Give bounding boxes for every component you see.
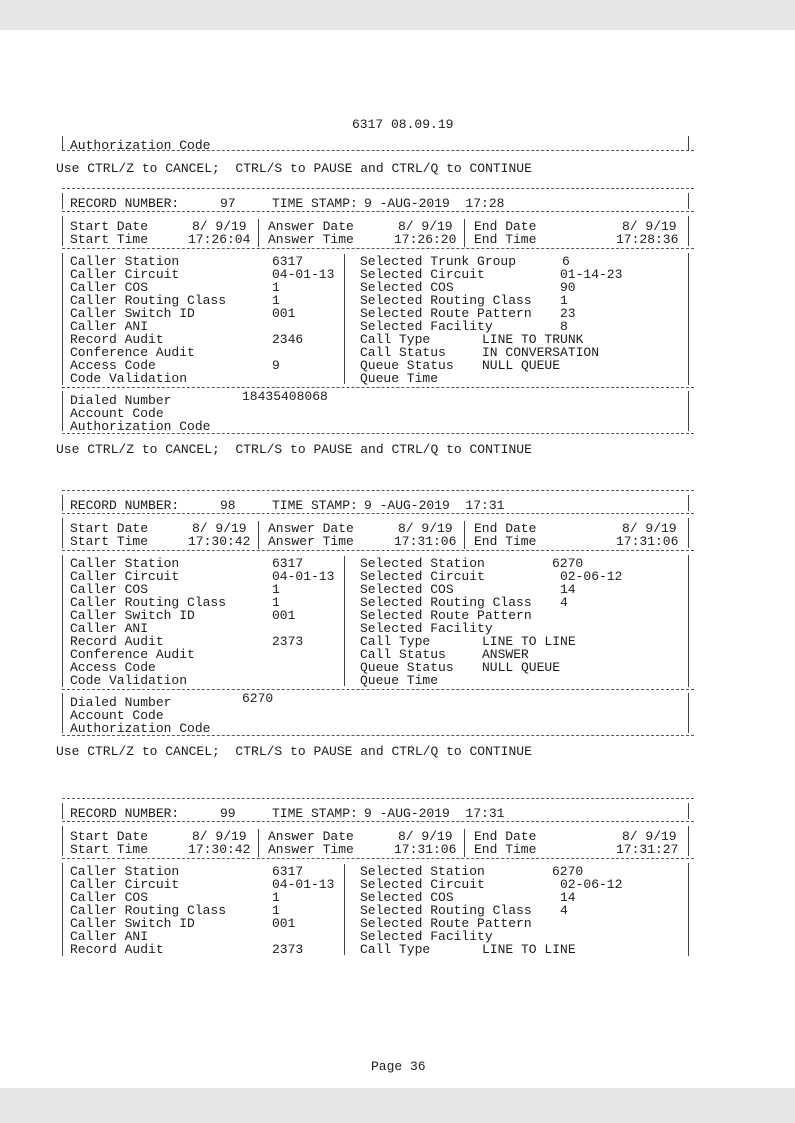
access-code-label: Access Code <box>70 660 156 675</box>
selected-routing-class-label: Selected Routing Class <box>360 595 532 610</box>
vertical-bar <box>62 216 63 246</box>
record-audit-label: Record Audit <box>70 942 164 957</box>
answer-time-label: Answer Time <box>268 534 354 549</box>
selected-first-label: Selected Station <box>360 864 485 879</box>
answer-date-value: 8/ 9/19 <box>398 219 453 234</box>
selected-route-pattern-value: 23 <box>560 306 576 321</box>
dialed-number-value: 18435408068 <box>242 389 328 404</box>
selected-facility-label: Selected Facility <box>360 319 493 334</box>
vertical-bar <box>688 136 689 150</box>
vertical-bar <box>344 864 345 955</box>
caller-switch-id-value: 001 <box>272 306 296 321</box>
record-number-value: 99 <box>220 806 236 821</box>
dashed-separator <box>62 550 694 551</box>
selected-facility-label: Selected Facility <box>360 929 493 944</box>
answer-date-value: 8/ 9/19 <box>398 521 453 536</box>
start-time-label: Start Time <box>70 232 149 247</box>
account-code-label: Account Code <box>70 708 164 723</box>
caller-routing-class-value: 1 <box>272 595 280 610</box>
selected-cos-label: Selected COS <box>360 582 454 597</box>
selected-first-value: 6 <box>562 254 570 269</box>
vertical-bar <box>688 391 689 431</box>
dashed-separator <box>62 513 694 514</box>
answer-time-label: Answer Time <box>268 232 354 247</box>
caller-routing-class-label: Caller Routing Class <box>70 903 227 918</box>
end-date-label: End Date <box>474 521 537 536</box>
dashed-separator <box>62 248 694 249</box>
dialed-number-label: Dialed Number <box>70 393 172 408</box>
start-date-value: 8/ 9/19 <box>192 521 247 536</box>
vertical-bar <box>688 826 689 856</box>
caller-switch-id-label: Caller Switch ID <box>70 306 195 321</box>
call-type-value: LINE TO LINE <box>482 942 576 957</box>
selected-circuit-label: Selected Circuit <box>360 569 485 584</box>
caller-switch-id-value: 001 <box>272 916 296 931</box>
start-date-value: 8/ 9/19 <box>192 219 247 234</box>
caller-cos-value: 1 <box>272 582 280 597</box>
vertical-bar <box>62 826 63 856</box>
code-validation-label: Code Validation <box>70 371 188 386</box>
selected-circuit-value: 02-06-12 <box>560 877 623 892</box>
caller-circuit-label: Caller Circuit <box>70 569 180 584</box>
call-type-value: LINE TO TRUNK <box>482 332 584 347</box>
caller-station-value: 6317 <box>272 864 304 879</box>
vertical-bar <box>688 803 689 819</box>
start-time-value: 17:30:42 <box>188 842 251 857</box>
dashed-separator <box>62 387 694 388</box>
vertical-bar <box>688 863 689 956</box>
answer-date-label: Answer Date <box>268 829 354 844</box>
selected-routing-class-label: Selected Routing Class <box>360 903 532 918</box>
time-stamp-label: TIME STAMP: <box>272 498 358 513</box>
vertical-bar <box>688 693 689 733</box>
vertical-bar <box>62 863 63 956</box>
answer-date-value: 8/ 9/19 <box>398 829 453 844</box>
vertical-bar <box>688 518 689 548</box>
selected-cos-label: Selected COS <box>360 280 454 295</box>
vertical-bar <box>258 219 259 247</box>
selected-routing-class-value: 4 <box>560 903 568 918</box>
vertical-bar <box>464 219 465 247</box>
time-stamp-label: TIME STAMP: <box>272 806 358 821</box>
vertical-bar <box>62 803 63 819</box>
vertical-bar <box>62 555 63 687</box>
end-time-label: End Time <box>474 232 537 247</box>
record-audit-value: 2346 <box>272 332 304 347</box>
scan-top-band <box>0 0 795 30</box>
selected-route-pattern-label: Selected Route Pattern <box>360 306 532 321</box>
start-time-label: Start Time <box>70 534 149 549</box>
vertical-bar <box>464 829 465 857</box>
authorization-code-label: Authorization Code <box>70 419 211 434</box>
dashed-separator <box>62 821 694 822</box>
answer-time-value: 17:31:06 <box>394 534 457 549</box>
selected-circuit-label: Selected Circuit <box>360 877 485 892</box>
call-status-value: IN CONVERSATION <box>482 345 600 360</box>
caller-cos-label: Caller COS <box>70 280 149 295</box>
access-code-value: 9 <box>272 358 280 373</box>
end-date-label: End Date <box>474 219 537 234</box>
code-validation-label: Code Validation <box>70 673 188 688</box>
answer-time-value: 17:26:20 <box>394 232 457 247</box>
caller-circuit-value: 04-01-13 <box>272 877 335 892</box>
vertical-bar <box>688 193 689 209</box>
selected-cos-label: Selected COS <box>360 890 454 905</box>
answer-time-label: Answer Time <box>268 842 354 857</box>
caller-switch-id-label: Caller Switch ID <box>70 608 195 623</box>
selected-cos-value: 14 <box>560 582 576 597</box>
start-time-label: Start Time <box>70 842 149 857</box>
dashed-separator <box>62 689 694 690</box>
caller-circuit-label: Caller Circuit <box>70 267 180 282</box>
time-stamp-label: TIME STAMP: <box>272 196 358 211</box>
record-number-label: RECORD NUMBER: <box>70 806 180 821</box>
selected-routing-class-value: 4 <box>560 595 568 610</box>
selected-circuit-value: 02-06-12 <box>560 569 623 584</box>
dashed-separator <box>62 735 694 736</box>
selected-circuit-label: Selected Circuit <box>360 267 485 282</box>
time-stamp-value: 9 -AUG-2019 17:31 <box>364 498 505 513</box>
dashed-separator <box>62 433 694 434</box>
record-number-label: RECORD NUMBER: <box>70 498 180 513</box>
vertical-bar <box>62 391 63 431</box>
call-status-label: Call Status <box>360 647 446 662</box>
dialed-number-label: Dialed Number <box>70 695 172 710</box>
access-code-label: Access Code <box>70 358 156 373</box>
record-audit-label: Record Audit <box>70 634 164 649</box>
page-number: Page 36 <box>371 1059 426 1074</box>
queue-time-label: Queue Time <box>360 673 439 688</box>
caller-cos-label: Caller COS <box>70 890 149 905</box>
start-date-label: Start Date <box>70 219 149 234</box>
caller-cos-value: 1 <box>272 280 280 295</box>
vertical-bar <box>344 254 345 384</box>
caller-routing-class-value: 1 <box>272 903 280 918</box>
vertical-bar <box>688 253 689 385</box>
answer-time-value: 17:31:06 <box>394 842 457 857</box>
selected-facility-value: 8 <box>560 319 568 334</box>
start-date-label: Start Date <box>70 521 149 536</box>
vertical-bar <box>62 518 63 548</box>
instruction-line: Use CTRL/Z to CANCEL; CTRL/S to PAUSE and CTRL/Q to CONTINUE <box>56 744 532 759</box>
report-header-title: 6317 08.09.19 <box>352 117 454 132</box>
vertical-bar <box>62 253 63 385</box>
caller-ani-label: Caller ANI <box>70 929 149 944</box>
call-type-value: LINE TO LINE <box>482 634 576 649</box>
selected-first-label: Selected Station <box>360 556 485 571</box>
end-date-value: 8/ 9/19 <box>622 219 677 234</box>
caller-switch-id-value: 001 <box>272 608 296 623</box>
selected-route-pattern-label: Selected Route Pattern <box>360 608 532 623</box>
end-date-value: 8/ 9/19 <box>622 829 677 844</box>
selected-facility-label: Selected Facility <box>360 621 493 636</box>
caller-routing-class-value: 1 <box>272 293 280 308</box>
queue-status-label: Queue Status <box>360 358 454 373</box>
vertical-bar <box>258 829 259 857</box>
call-type-label: Call Type <box>360 942 431 957</box>
account-code-label: Account Code <box>70 406 164 421</box>
selected-routing-class-label: Selected Routing Class <box>360 293 532 308</box>
queue-status-label: Queue Status <box>360 660 454 675</box>
end-time-label: End Time <box>474 842 537 857</box>
queue-status-value: NULL QUEUE <box>482 660 561 675</box>
record-audit-value: 2373 <box>272 942 304 957</box>
vertical-bar <box>688 216 689 246</box>
vertical-bar <box>62 495 63 511</box>
scan-bottom-band <box>0 1088 795 1123</box>
vertical-bar <box>688 495 689 511</box>
vertical-bar <box>688 555 689 687</box>
record-number-value: 98 <box>220 498 236 513</box>
end-time-value: 17:28:36 <box>616 232 679 247</box>
start-time-value: 17:26:04 <box>188 232 251 247</box>
dashed-separator <box>62 188 694 189</box>
selected-cos-value: 14 <box>560 890 576 905</box>
selected-first-value: 6270 <box>552 864 584 879</box>
caller-routing-class-label: Caller Routing Class <box>70 293 227 308</box>
dashed-separator <box>62 150 694 151</box>
vertical-bar <box>62 693 63 733</box>
end-date-label: End Date <box>474 829 537 844</box>
caller-circuit-label: Caller Circuit <box>70 877 180 892</box>
time-stamp-value: 9 -AUG-2019 17:31 <box>364 806 505 821</box>
instruction-line: Use CTRL/Z to CANCEL; CTRL/S to PAUSE and CTRL/Q to CONTINUE <box>56 442 532 457</box>
vertical-bar <box>62 136 63 150</box>
end-time-label: End Time <box>474 534 537 549</box>
vertical-bar <box>258 521 259 549</box>
dashed-separator <box>62 858 694 859</box>
caller-cos-label: Caller COS <box>70 582 149 597</box>
record-number-label: RECORD NUMBER: <box>70 196 180 211</box>
start-date-label: Start Date <box>70 829 149 844</box>
vertical-bar <box>464 521 465 549</box>
caller-station-label: Caller Station <box>70 254 180 269</box>
start-date-value: 8/ 9/19 <box>192 829 247 844</box>
end-time-value: 17:31:06 <box>616 534 679 549</box>
dashed-separator <box>62 211 694 212</box>
caller-routing-class-label: Caller Routing Class <box>70 595 227 610</box>
call-status-label: Call Status <box>360 345 446 360</box>
caller-station-value: 6317 <box>272 556 304 571</box>
caller-station-label: Caller Station <box>70 556 180 571</box>
answer-date-label: Answer Date <box>268 219 354 234</box>
caller-circuit-value: 04-01-13 <box>272 569 335 584</box>
record-number-value: 97 <box>220 196 236 211</box>
caller-ani-label: Caller ANI <box>70 621 149 636</box>
vertical-bar <box>344 556 345 686</box>
selected-first-value: 6270 <box>552 556 584 571</box>
queue-status-value: NULL QUEUE <box>482 358 561 373</box>
authorization-code-label: Authorization Code <box>70 721 211 736</box>
selected-first-label: Selected Trunk Group <box>360 254 517 269</box>
call-type-label: Call Type <box>360 634 431 649</box>
conference-audit-label: Conference Audit <box>70 345 195 360</box>
selected-route-pattern-label: Selected Route Pattern <box>360 916 532 931</box>
caller-cos-value: 1 <box>272 890 280 905</box>
call-status-value: ANSWER <box>482 647 529 662</box>
selected-routing-class-value: 1 <box>560 293 568 308</box>
start-time-value: 17:30:42 <box>188 534 251 549</box>
instruction-line: Use CTRL/Z to CANCEL; CTRL/S to PAUSE and CTRL/Q to CONTINUE <box>56 161 532 176</box>
end-time-value: 17:31:27 <box>616 842 679 857</box>
dashed-separator <box>62 490 694 491</box>
conference-audit-label: Conference Audit <box>70 647 195 662</box>
caller-station-value: 6317 <box>272 254 304 269</box>
end-date-value: 8/ 9/19 <box>622 521 677 536</box>
caller-ani-label: Caller ANI <box>70 319 149 334</box>
selected-cos-value: 90 <box>560 280 576 295</box>
record-audit-label: Record Audit <box>70 332 164 347</box>
caller-switch-id-label: Caller Switch ID <box>70 916 195 931</box>
caller-circuit-value: 04-01-13 <box>272 267 335 282</box>
dashed-separator <box>62 798 694 799</box>
selected-circuit-value: 01-14-23 <box>560 267 623 282</box>
vertical-bar <box>62 193 63 209</box>
queue-time-label: Queue Time <box>360 371 439 386</box>
answer-date-label: Answer Date <box>268 521 354 536</box>
record-audit-value: 2373 <box>272 634 304 649</box>
call-type-label: Call Type <box>360 332 431 347</box>
dialed-number-value: 6270 <box>242 691 274 706</box>
time-stamp-value: 9 -AUG-2019 17:28 <box>364 196 505 211</box>
header-auth-label: Authorization Code <box>70 138 211 153</box>
caller-station-label: Caller Station <box>70 864 180 879</box>
